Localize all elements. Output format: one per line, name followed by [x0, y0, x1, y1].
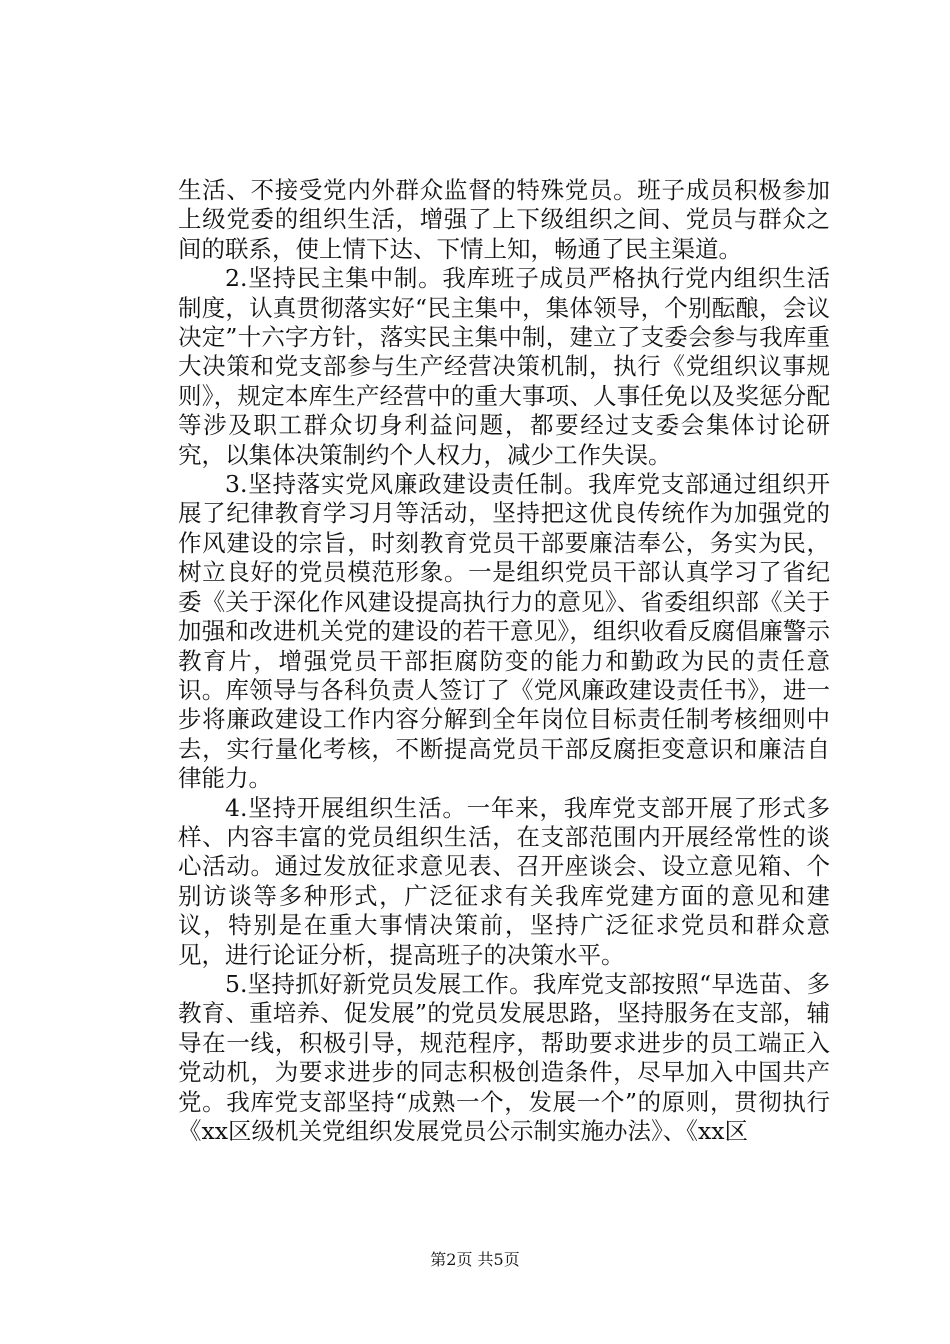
paragraph-continuation: 生活、不接受党内外群众监督的特殊党员。班子成员积极参加上级党委的组织生活，增强了上下级组织之间、党员与群众之间的联系，使上情下达、下情上知，畅通了民主渠道。: [178, 176, 830, 263]
paragraph-item-3: 3.坚持落实党风廉政建设责任制。我库党支部通过组织开展了纪律教育学习月等活动，坚持把这优良传统作为加强党的作风建设的宗旨，时刻教育党员干部要廉洁奉公，务实为民，树立良好的党员模范形象。一是组织党员干部认真学习了省纪委《关于深化作风建设提高执行力的意见》、省委组织部《关于加强和改进机关党的建设的若干意见》，组织收看反腐倡廉警示教育片，增强党员干部拒腐防变的能力和勤政为民的责任意识。库领导与各科负责人签订了《党风廉政建设责任书》，进一步将廉政建设工作内容分解到全年岗位目标责任制考核细则中去，实行量化考核，不断提高党员干部反腐拒变意识和廉洁自律能力。: [178, 470, 830, 793]
paragraph-item-2: 2.坚持民主集中制。我库班子成员严格执行党内组织生活制度，认真贯彻落实好“民主集中，集体领导，个别酝酿，会议决定”十六字方针，落实民主集中制，建立了支委会参与我库重大决策和党支部参与生产经营决策机制，执行《党组织议事规则》，规定本库生产经营中的重大事项、人事任免以及奖惩分配等涉及职工群众切身利益问题，都要经过支委会集体讨论研究，以集体决策制约个人权力，减少工作失误。: [178, 264, 830, 469]
paragraph-item-5: 5.坚持抓好新党员发展工作。我库党支部按照“早选苗、多教育、重培养、促发展”的党员发展思路，坚持服务在支部，辅导在一线，积极引导，规范程序，帮助要求进步的员工端正入党动机，为要求进步的同志积极创造条件，尽早加入中国共产党。我库党支部坚持“成熟一个，发展一个”的原则，贯彻执行《xx区级机关党组织发展党员公示制实施办法》、《xx区: [178, 969, 830, 1145]
document-body: [178, 176, 830, 1146]
paragraph-item-4: 4.坚持开展组织生活。一年来，我库党支部开展了形式多样、内容丰富的党员组织生活，在支部范围内开展经常性的谈心活动。通过发放征求意见表、召开座谈会、设立意见箱、个别访谈等多种形式，广泛征求有关我库党建方面的意见和建议，特别是在重大事情决策前，坚持广泛征求党员和群众意见，进行论证分析，提高班子的决策水平。: [178, 793, 830, 969]
page-number-footer: 第2页 共5页: [430, 1250, 520, 1269]
